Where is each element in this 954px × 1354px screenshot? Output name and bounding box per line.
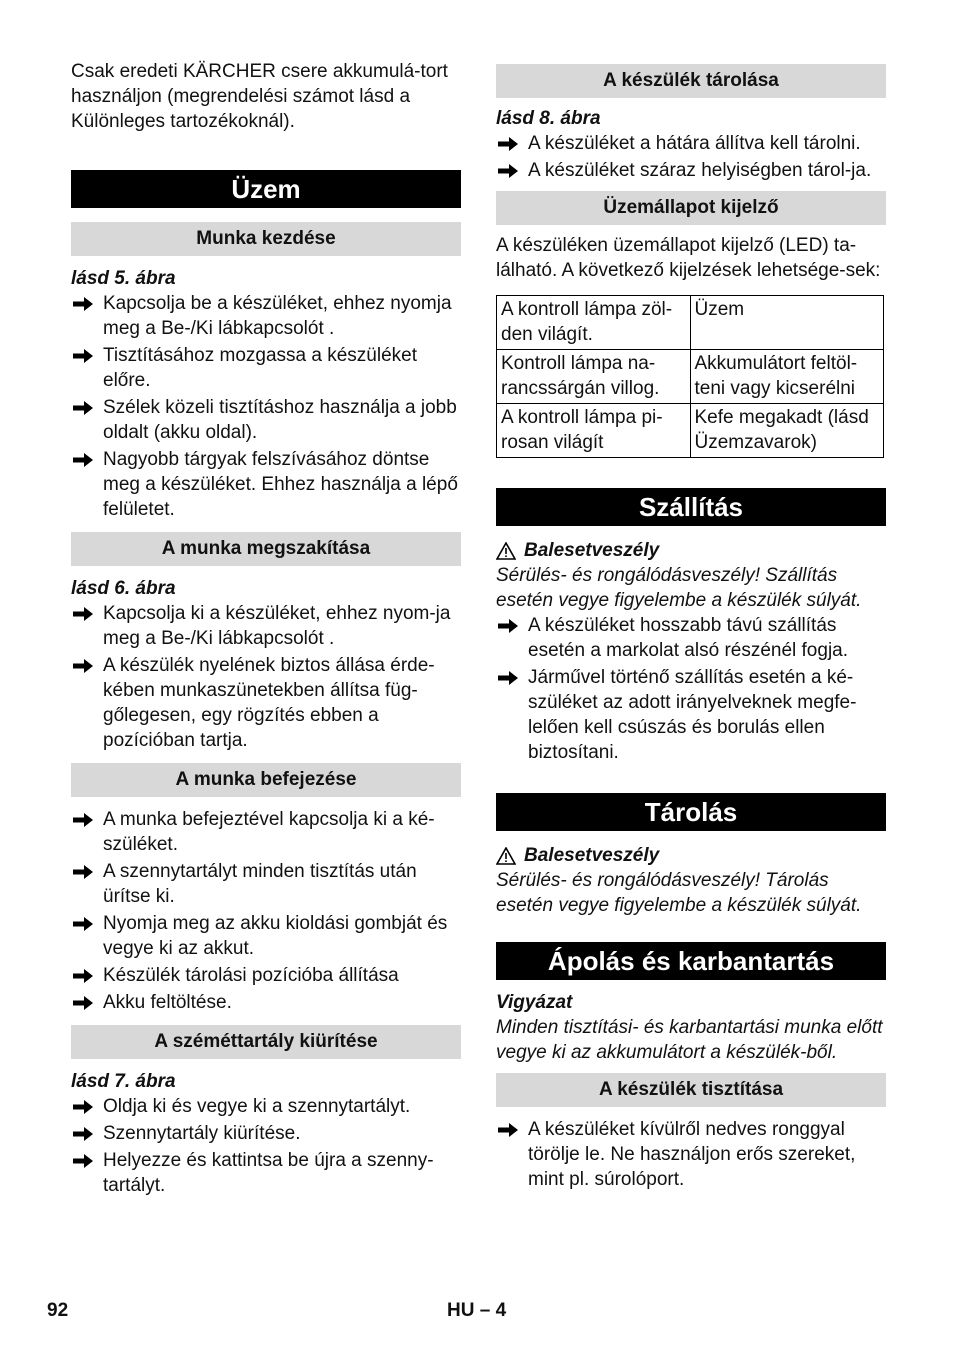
arrow-icon bbox=[73, 400, 93, 416]
table-row bbox=[497, 404, 884, 458]
warning-heading: Balesetveszély bbox=[496, 843, 886, 868]
arrow-icon bbox=[498, 1122, 518, 1138]
list-item: Kapcsolja be a készüléket, ehhez nyomja meg a Be-/Ki lábkapcsolót . bbox=[71, 291, 461, 341]
left-column bbox=[71, 59, 461, 1200]
subsection-title-kijelzo: Üzemállapot kijelző bbox=[496, 191, 886, 225]
section-title-tarolas: Tárolás bbox=[496, 793, 886, 831]
warning-heading: Balesetveszély bbox=[496, 538, 886, 563]
subsection-title-megszakitas: A munka megszakítása bbox=[71, 532, 461, 566]
table-cell: Üzem bbox=[690, 296, 884, 350]
list-item: Szélek közeli tisztításhoz használja a jobb oldalt (akku oldal). bbox=[71, 395, 461, 445]
subsection-title-munka-kezdese: Munka kezdése bbox=[71, 222, 461, 256]
page-number: 92 bbox=[47, 1300, 69, 1321]
list-item: Tisztításához mozgassa a készüléket előre. bbox=[71, 343, 461, 393]
arrow-icon bbox=[73, 916, 93, 932]
list-item: Szennytartály kiürítése. bbox=[71, 1121, 461, 1146]
figure-ref-5: lásd 5. ábra bbox=[71, 268, 176, 289]
subsection-title-befejezes: A munka befejezése bbox=[71, 763, 461, 797]
arrow-icon bbox=[73, 864, 93, 880]
table-cell: Akkumulátort feltöl-teni vagy kicserélni bbox=[690, 350, 884, 404]
list-item: Nagyobb tárgyak felszívásához döntse meg a készüléket. Ehhez használja a lépő felületet. bbox=[71, 447, 461, 522]
section-title-uzem: Üzem bbox=[71, 170, 461, 208]
caution-text: Minden tisztítási- és karbantartási munka előtt vegye ki az akkumulátort a készülék-ből. bbox=[496, 1017, 883, 1063]
arrow-icon bbox=[73, 348, 93, 364]
caution-heading: Vigyázat bbox=[496, 992, 573, 1013]
list-item: Helyezze és kattintsa be újra a szenny-tartályt. bbox=[71, 1148, 461, 1198]
arrow-icon bbox=[73, 658, 93, 674]
tarolasa-list bbox=[496, 131, 886, 183]
subsection-title-tarolasa: A készülék tárolása bbox=[496, 64, 886, 98]
arrow-icon bbox=[498, 618, 518, 634]
right-column bbox=[496, 64, 886, 1194]
arrow-icon bbox=[498, 136, 518, 152]
list-item: A készülék nyelének biztos állása érde-kében munkaszünetekben állítsa füg-gőlegesen, egy rögzítés ebben a pozícióban tartja. bbox=[71, 653, 461, 753]
tisztitas-list bbox=[496, 1117, 886, 1192]
list-item: Készülék tárolási pozícióba állítása bbox=[71, 963, 461, 988]
arrow-icon bbox=[73, 968, 93, 984]
table-cell: A kontroll lámpa zöl-den világít. bbox=[497, 296, 691, 350]
figure-ref-8: lásd 8. ábra bbox=[496, 108, 601, 129]
list-item: A szennytartályt minden tisztítás után ürítse ki. bbox=[71, 859, 461, 909]
list-item: A készüléket száraz helyiségben tárol-ja. bbox=[496, 158, 886, 183]
arrow-icon bbox=[73, 452, 93, 468]
list-item: Járművel történő szállítás esetén a ké-szüléket az adott irányelveknek megfe-lelően kell csúszás és borulás ellen biztosítani. bbox=[496, 665, 886, 765]
megszakitas-list bbox=[71, 601, 461, 753]
arrow-icon bbox=[498, 163, 518, 179]
list-item: A készüléket a hátára állítva kell tárolni. bbox=[496, 131, 886, 156]
warning-icon bbox=[496, 542, 516, 560]
arrow-icon bbox=[73, 812, 93, 828]
kijelzo-text: A készüléken üzemállapot kijelző (LED) ta-lálható. A következő kijelzések lehetsége-sek: bbox=[496, 235, 881, 281]
list-item: Oldja ki és vegye ki a szennytartályt. bbox=[71, 1094, 461, 1119]
munka-kezdese-list bbox=[71, 291, 461, 522]
status-table bbox=[496, 295, 884, 458]
arrow-icon bbox=[73, 1099, 93, 1115]
list-item: Kapcsolja ki a készüléket, ehhez nyom-ja meg a Be-/Ki lábkapcsolót . bbox=[71, 601, 461, 651]
befejezes-list bbox=[71, 807, 461, 1015]
warning-text: Sérülés- és rongálódásveszély! Szállítás esetén vegye figyelembe a készülék súlyát. bbox=[496, 565, 862, 611]
figure-ref-7: lásd 7. ábra bbox=[71, 1071, 176, 1092]
arrow-icon bbox=[498, 670, 518, 686]
subsection-title-tisztitas: A készülék tisztítása bbox=[496, 1073, 886, 1107]
list-item: A készüléket kívülről nedves ronggyal törölje le. Ne használjon erős szereket, mint pl. súrolóport. bbox=[496, 1117, 886, 1192]
arrow-icon bbox=[73, 1153, 93, 1169]
warning-text: Sérülés- és rongálódásveszély! Tárolás esetén vegye figyelembe a készülék súlyát. bbox=[496, 870, 862, 916]
arrow-icon bbox=[73, 606, 93, 622]
list-item: A készüléket hosszabb távú szállítás esetén a markolat alsó részénél fogja. bbox=[496, 613, 886, 663]
kiurites-list bbox=[71, 1094, 461, 1198]
language-page-label: HU – 4 bbox=[447, 1300, 507, 1321]
table-row bbox=[497, 296, 884, 350]
arrow-icon bbox=[73, 296, 93, 312]
warning-icon bbox=[496, 847, 516, 865]
intro-text: Csak eredeti KÄRCHER csere akkumulá-tort használjon (megrendelési számot lásd a Különleges tartozékoknál). bbox=[71, 61, 448, 132]
szallitas-list bbox=[496, 613, 886, 765]
arrow-icon bbox=[73, 1126, 93, 1142]
section-title-apolas: Ápolás és karbantartás bbox=[496, 942, 886, 980]
list-item: A munka befejeztével kapcsolja ki a ké-szüléket. bbox=[71, 807, 461, 857]
subsection-title-kiurites: A széméttartály kiürítése bbox=[71, 1025, 461, 1059]
section-title-szallitas: Szállítás bbox=[496, 488, 886, 526]
table-cell: Kontroll lámpa na-rancssárgán villog. bbox=[497, 350, 691, 404]
list-item: Akku feltöltése. bbox=[71, 990, 461, 1015]
figure-ref-6: lásd 6. ábra bbox=[71, 578, 176, 599]
list-item: Nyomja meg az akku kioldási gombját és vegye ki az akkut. bbox=[71, 911, 461, 961]
table-row bbox=[497, 350, 884, 404]
table-cell: Kefe megakadt (lásd Üzemzavarok) bbox=[690, 404, 884, 458]
table-cell: A kontroll lámpa pi-rosan világít bbox=[497, 404, 691, 458]
arrow-icon bbox=[73, 995, 93, 1011]
